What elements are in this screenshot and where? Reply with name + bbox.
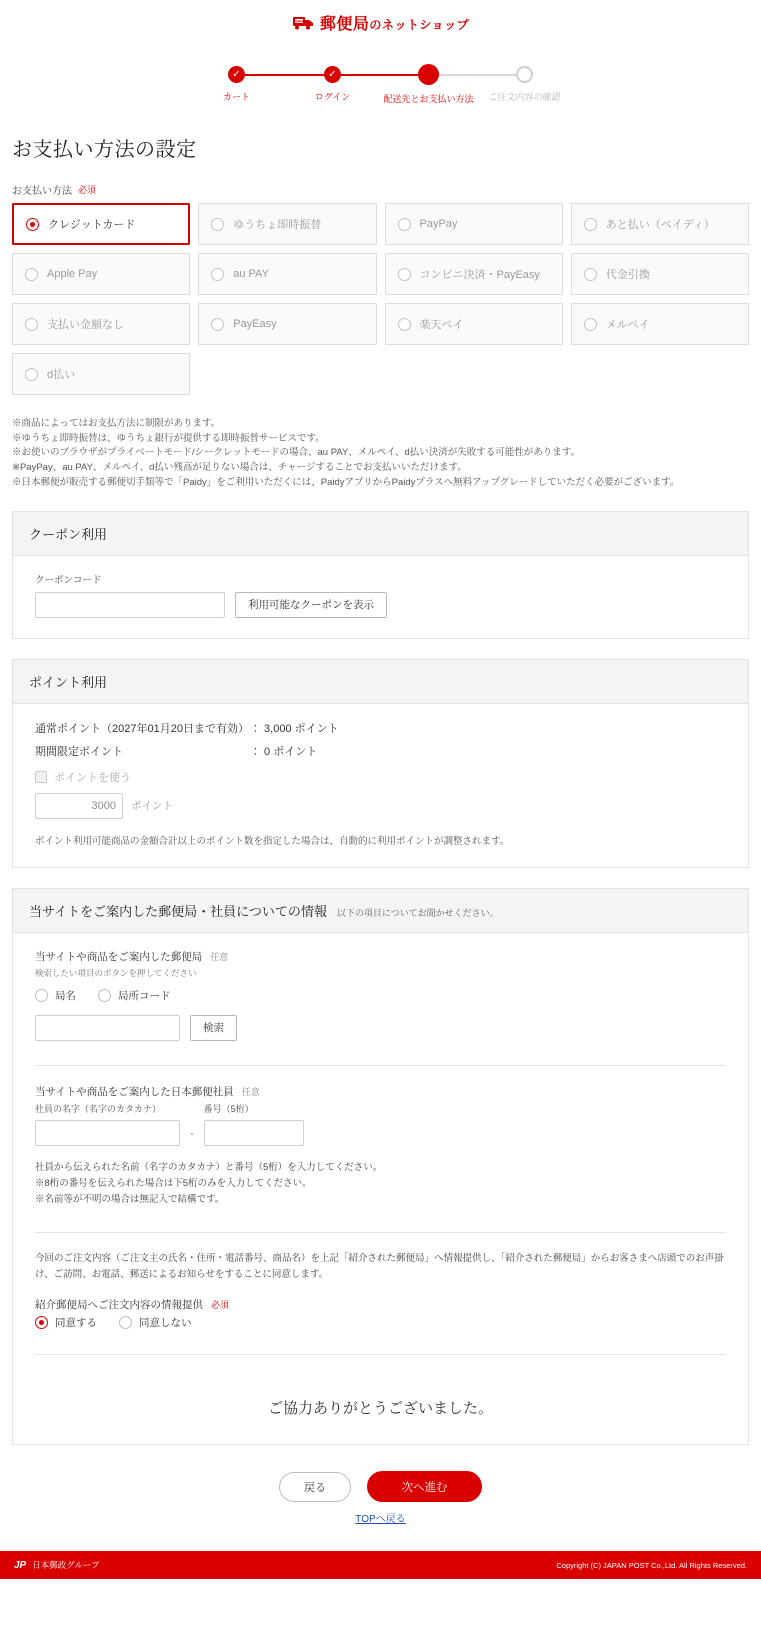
- normal-points-row: [35, 720, 726, 736]
- coupon-code-input[interactable]: [35, 592, 225, 618]
- radio-label: 同意しない: [139, 1317, 192, 1330]
- payment-option-no-amount[interactable]: [12, 303, 190, 345]
- radio-icon: [584, 318, 597, 331]
- referral-subtitle-text: 以下の項目についてお聞かせください。: [336, 907, 499, 918]
- use-points-checkbox[interactable]: [35, 769, 726, 785]
- referral-panel: [12, 888, 749, 1446]
- step-shipping-payment[interactable]: [381, 66, 477, 105]
- payment-option-apple-pay[interactable]: [12, 253, 190, 295]
- staff-section-title: [35, 1084, 726, 1099]
- radio-icon: [211, 218, 224, 231]
- payment-option-au-pay[interactable]: [198, 253, 376, 295]
- radio-icon: [398, 218, 411, 231]
- section-divider: [35, 1065, 726, 1066]
- site-header: [0, 0, 761, 44]
- note-line: ※PayPay、au PAY、メルペイ、d払い残高が足りない場合は、チャージすることでお支払いいただけます。: [12, 462, 467, 474]
- note-line: ※お使いのブラウザがプライベートモード/シークレットモードの場合、au PAY、メルペイ、d払い決済が失敗する可能性があります。: [12, 447, 580, 459]
- radio-icon: [26, 218, 39, 231]
- footer-group-brand: [14, 1559, 100, 1571]
- staff-notes: [35, 1160, 726, 1208]
- radio-icon: [35, 1316, 48, 1329]
- radio-icon: [211, 318, 224, 331]
- points-unit-label: ポイント: [131, 800, 173, 813]
- note-line: ※商品によってはお支払方法に制限があります。: [12, 418, 221, 429]
- site-logo[interactable]: [292, 11, 469, 34]
- top-link-wrap: [0, 1510, 761, 1551]
- next-button[interactable]: 次へ進む: [367, 1471, 482, 1502]
- staff-name-input[interactable]: [35, 1120, 180, 1146]
- coupon-panel-body: [13, 556, 748, 638]
- payment-legend: [12, 182, 761, 197]
- staff-number-col: [204, 1102, 304, 1146]
- points-panel-body: [13, 704, 748, 867]
- logo-text: 郵便局のネットショップ: [319, 15, 470, 33]
- payment-option-merpay[interactable]: [571, 303, 749, 345]
- staff-name-col: [35, 1102, 180, 1146]
- referral-title-text: 当サイトをご案内した郵便局・社員についての情報: [29, 903, 327, 919]
- radio-icon: [35, 989, 48, 1002]
- payment-method-grid: [0, 203, 761, 395]
- payment-option-label: Apple Pay: [47, 268, 98, 280]
- step-login[interactable]: [285, 66, 381, 103]
- radio-icon: [398, 268, 411, 281]
- payment-option-label: 代金引換: [605, 269, 650, 281]
- office-search-input[interactable]: [35, 1015, 180, 1041]
- step-label: 配送先とお支払い方法: [383, 94, 474, 104]
- limited-points-value: ： 0 ポイント: [250, 745, 318, 758]
- optional-badge: 任意: [241, 1086, 260, 1097]
- step-pending-icon: [516, 66, 533, 83]
- payment-option-label: PayPay: [419, 218, 458, 230]
- consent-agree[interactable]: [35, 1315, 97, 1330]
- required-badge: 必須: [78, 185, 97, 195]
- step-label: ご注文内容の確認: [488, 92, 561, 102]
- payment-legend-label: お支払い方法: [12, 186, 72, 197]
- referral-panel-body: [13, 933, 748, 1445]
- points-amount-input[interactable]: [35, 793, 123, 819]
- section-divider: [35, 1354, 726, 1355]
- points-panel-title: ポイント利用: [13, 660, 748, 704]
- back-button[interactable]: 戻る: [279, 1472, 351, 1502]
- staff-label: 当サイトや商品をご案内した日本郵便社員: [35, 1085, 234, 1098]
- payment-option-paypay[interactable]: [385, 203, 563, 245]
- back-to-top-link[interactable]: TOPへ戻る: [355, 1514, 406, 1526]
- radio-label: 同意する: [55, 1317, 97, 1330]
- radio-icon: [119, 1316, 132, 1329]
- radio-icon: [25, 368, 38, 381]
- payment-option-yucho-furikae[interactable]: [198, 203, 376, 245]
- limited-points-row: [35, 743, 726, 759]
- office-section-title: [35, 949, 726, 964]
- radio-icon: [98, 989, 111, 1002]
- section-divider: [35, 1232, 726, 1233]
- payment-option-label: メルペイ: [605, 319, 650, 331]
- consent-radio-group: [35, 1315, 726, 1330]
- staff-name-caption: 社員の名字（名字のカタカナ）: [35, 1103, 162, 1114]
- office-search-by-name[interactable]: [35, 988, 76, 1003]
- step-label: カート: [222, 92, 250, 102]
- payment-option-rakuten-pay[interactable]: [385, 303, 563, 345]
- coupon-panel-title: クーポン利用: [13, 512, 748, 556]
- payment-option-daibiki[interactable]: [571, 253, 749, 295]
- limited-points-label: 期間限定ポイント: [35, 745, 123, 758]
- payment-notes: [12, 417, 749, 491]
- staff-note-line: 社員から伝えられた名前（名字のカタカナ）と番号（5桁）を入力してください。: [35, 1161, 383, 1173]
- payment-option-label: PayEasy: [233, 318, 277, 330]
- consent-description: 今回のご注文内容（ご注文主の氏名・住所・電話番号、商品名）を上記「紹介された郵便局」へ情報提供し、「紹介された郵便局」からお客さまへ店頭でのお声掛け、ご訪問、お電話、郵送によるお知らせをすることに同意します。: [35, 1253, 724, 1281]
- points-panel: [12, 659, 749, 868]
- radio-icon: [25, 318, 38, 331]
- step-bar: [333, 74, 429, 76]
- checkbox-icon: [35, 771, 47, 783]
- step-check-icon: ✓: [228, 66, 245, 83]
- office-search-button[interactable]: 検索: [190, 1015, 237, 1041]
- payment-option-label: 支払い金額なし: [47, 319, 124, 331]
- step-bar: [429, 74, 525, 76]
- normal-points-label: 通常ポイント（2027年01月20日まで有効）: [35, 722, 249, 735]
- consent-label: 紹介郵便局へご注文内容の情報提供: [35, 1299, 203, 1312]
- office-search-type-group: [35, 988, 726, 1003]
- payment-option-konbini-payeasy[interactable]: [385, 253, 563, 295]
- step-current-icon: [418, 64, 439, 85]
- staff-note-line: ※名前等が不明の場合は無記入で結構です。: [35, 1193, 225, 1205]
- step-bar: [237, 74, 333, 76]
- jp-logo-icon: JP: [14, 1559, 27, 1571]
- payment-option-label: 楽天ペイ: [419, 319, 464, 331]
- step-confirm: [477, 66, 573, 103]
- consent-section-title: [35, 1297, 726, 1312]
- consent-disagree[interactable]: [119, 1315, 192, 1330]
- coupon-code-label: クーポンコード: [35, 574, 102, 586]
- staff-number-caption: 番号（5桁）: [203, 1103, 254, 1114]
- staff-separator: -: [190, 1127, 194, 1140]
- payment-option-label: あと払い（ペイディ）: [605, 219, 715, 231]
- step-cart[interactable]: [189, 66, 285, 103]
- radio-icon: [584, 218, 597, 231]
- normal-points-value: ： 3,000 ポイント: [250, 722, 339, 735]
- site-footer: [0, 1551, 761, 1579]
- payment-option-credit-card[interactable]: [12, 203, 190, 245]
- step-check-icon: ✓: [324, 66, 341, 83]
- step-label: ログイン: [314, 92, 351, 102]
- coupon-panel: [12, 511, 749, 639]
- office-label: 当サイトや商品をご案内した郵便局: [35, 950, 203, 963]
- show-available-coupons-button[interactable]: 利用可能なクーポンを表示: [235, 592, 387, 618]
- footer-copyright: Copyright (C) JAPAN POST Co.,Ltd. All Rights Reserved.: [556, 1560, 747, 1570]
- office-hint: 検索したい項目のボタンを押してください: [35, 967, 197, 978]
- staff-number-input[interactable]: [204, 1120, 304, 1146]
- optional-badge: 任意: [210, 951, 229, 962]
- radio-label: 局名: [55, 989, 76, 1002]
- points-note: ポイント利用可能商品の金額合計以上のポイント数を指定した場合は、自動的に利用ポイントが調整されます。: [35, 835, 510, 847]
- use-points-label: ポイントを使う: [54, 771, 131, 784]
- note-line: ※日本郵便が販売する郵便切手類等で「Paidy」をご利用いただくには、PaidyアプリからPaidyプラスへ無料アップグレードしていただく必要がございます。: [12, 476, 680, 488]
- radio-label: 局所コード: [118, 989, 171, 1002]
- payment-option-label: コンビニ決済・PayEasy: [419, 269, 540, 281]
- staff-note-line: ※8桁の番号を伝えられた場合は下5桁のみを入力してください。: [35, 1177, 312, 1189]
- page-title: お支払い方法の設定: [12, 139, 197, 161]
- footer-group-name: 日本郵政グループ: [32, 1560, 100, 1571]
- note-line: ※ゆうちょ即時振替は、ゆうちょ銀行が提供する即時振替サービスです。: [12, 432, 325, 444]
- post-truck-icon: [292, 13, 314, 31]
- payment-option-label: au PAY: [233, 268, 269, 280]
- payment-option-payeasy[interactable]: [198, 303, 376, 345]
- payment-option-label: d払い: [47, 369, 76, 381]
- staff-input-row: [35, 1102, 726, 1146]
- radio-icon: [584, 268, 597, 281]
- form-actions: [0, 1445, 761, 1510]
- radio-icon: [211, 268, 224, 281]
- referral-panel-title: [13, 889, 748, 933]
- office-search-by-code[interactable]: [98, 988, 171, 1003]
- radio-icon: [25, 268, 38, 281]
- payment-option-label: ゆうちょ即時振替: [233, 219, 322, 231]
- payment-option-d-barai[interactable]: [12, 353, 190, 395]
- payment-option-paidy[interactable]: [571, 203, 749, 245]
- thanks-message: ご協力ありがとうございました。: [267, 1400, 493, 1418]
- checkout-stepper: [0, 44, 761, 117]
- payment-option-label: クレジットカード: [48, 219, 136, 231]
- radio-icon: [398, 318, 411, 331]
- required-badge: 必須: [211, 1300, 230, 1311]
